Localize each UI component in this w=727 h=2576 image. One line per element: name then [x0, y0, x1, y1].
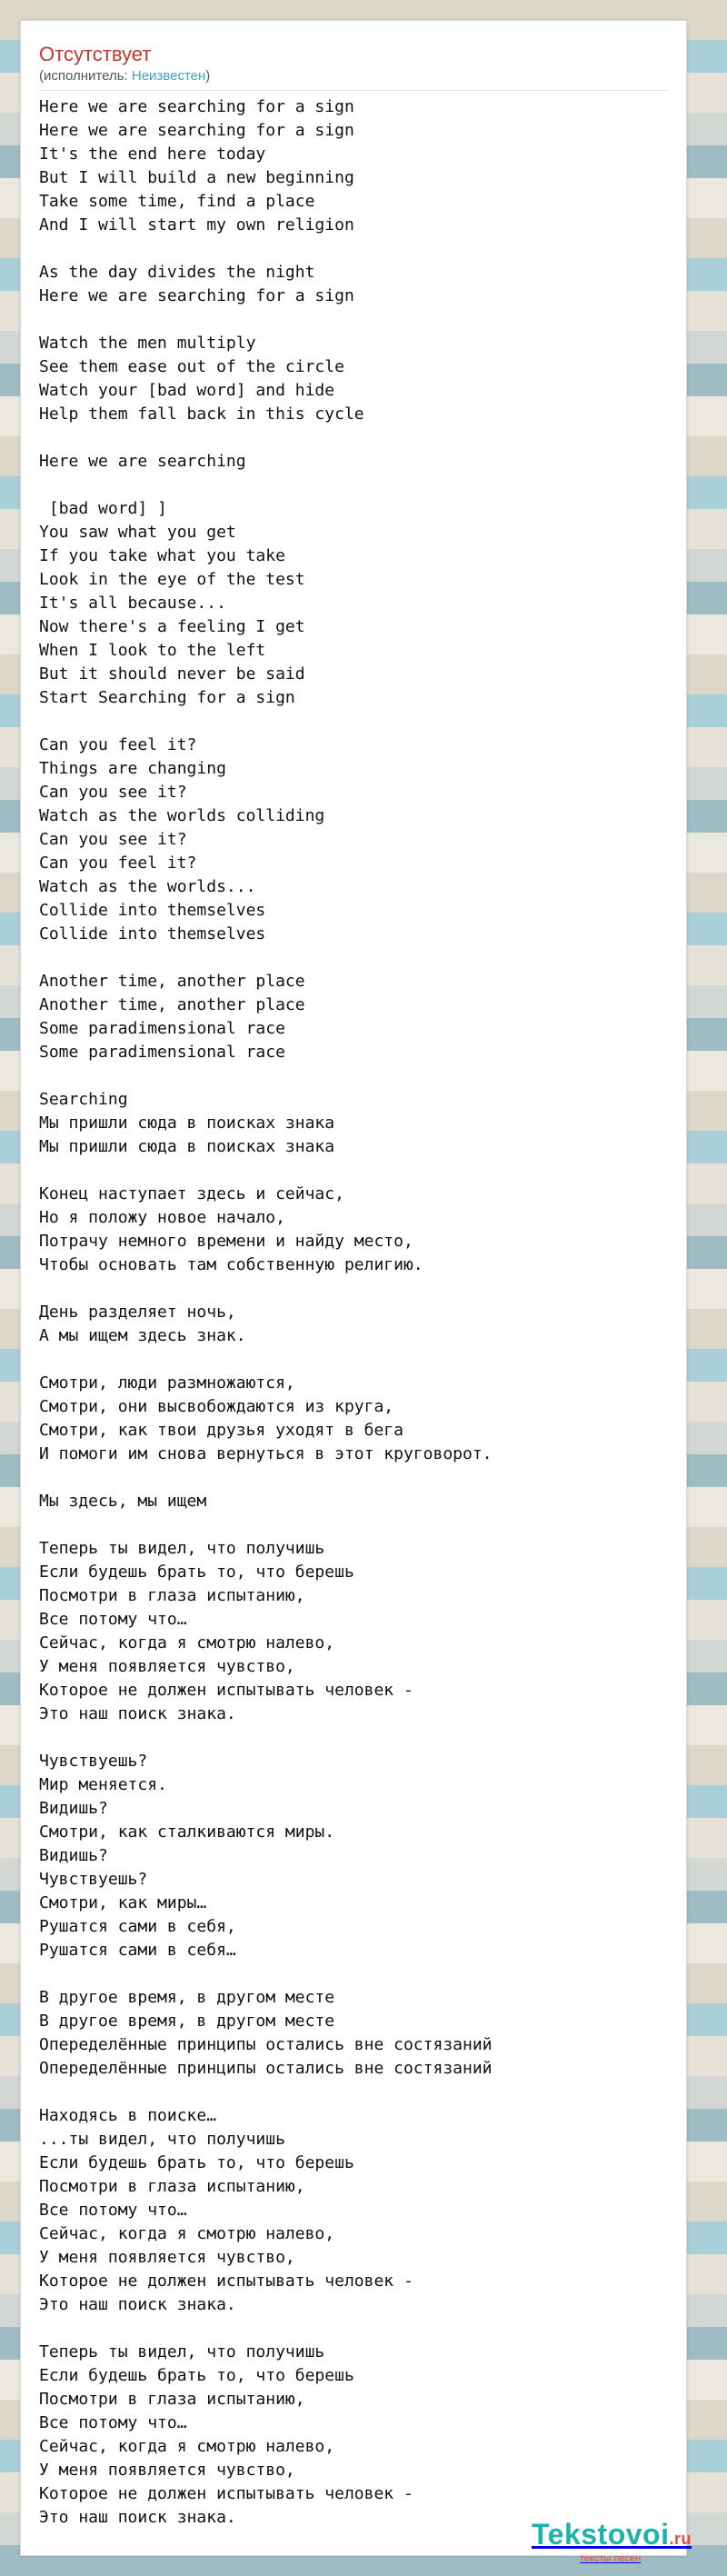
lyric-line: У меня появляется чувство,	[39, 2248, 295, 2267]
logo-suffix: .ru	[669, 2530, 692, 2548]
lyric-line: Мы пришли сюда в поисках знака	[39, 1137, 335, 1156]
lyric-line: Some paradimensional race	[39, 1019, 285, 1038]
lyric-line: Another time, another place	[39, 995, 305, 1014]
lyric-line: Watch the men multiply	[39, 334, 256, 353]
lyric-line: Watch as the worlds...	[39, 877, 256, 896]
lyric-line: Start Searching for a sign	[39, 688, 295, 707]
lyric-line: В другое время, в другом месте	[39, 2012, 335, 2031]
lyric-line: Смотри, как сталкиваются миры.	[39, 1822, 335, 1842]
lyric-line: Это наш поиск знака.	[39, 1704, 236, 1723]
lyric-line: Мир меняется.	[39, 1775, 167, 1794]
lyric-line: Чтобы основать там собственную религию.	[39, 1255, 423, 1274]
artist-line	[39, 68, 210, 85]
lyric-line: Опеределённые принципы остались вне состязаний	[39, 2035, 493, 2054]
lyric-line: Take some time, find a place	[39, 192, 315, 211]
artist-prefix: (исполнитель:	[39, 68, 132, 84]
lyric-line: Видишь?	[39, 1799, 108, 1818]
lyric-line: В другое время, в другом месте	[39, 1988, 335, 2007]
lyric-line: It's the end here today	[39, 145, 266, 164]
lyric-line: Can you feel it?	[39, 735, 197, 754]
lyric-line: Смотри, как миры…	[39, 1893, 207, 1912]
logo-tagline: тексты песен	[580, 2553, 642, 2564]
lyric-line: Которое не должен испытывать человек -	[39, 1681, 413, 1700]
lyric-line: Смотри, люди размножаются,	[39, 1373, 295, 1393]
lyric-line: Теперь ты видел, что получишь	[39, 2342, 325, 2361]
lyric-line: У меня появляется чувство,	[39, 2461, 295, 2480]
lyric-line: Мы пришли сюда в поисках знака	[39, 1113, 335, 1133]
header-divider	[39, 90, 668, 91]
artist-suffix: )	[205, 68, 211, 84]
lyric-line: Here we are searching for a sign	[39, 121, 354, 140]
lyric-line: Чувствуешь?	[39, 1752, 148, 1771]
lyric-line: А мы ищем здесь знак.	[39, 1326, 246, 1345]
logo-name: Tekstovoi	[531, 2518, 670, 2551]
lyric-line: Watch as the worlds colliding	[39, 806, 325, 825]
lyric-line: Все потому что…	[39, 2201, 187, 2220]
lyric-line: Another time, another place	[39, 972, 305, 991]
lyric-line: You saw what you get	[39, 523, 236, 542]
lyric-line: When I look to the left	[39, 641, 266, 660]
lyric-line: У меня появляется чувство,	[39, 1657, 295, 1676]
lyric-line: And I will start my own religion	[39, 215, 354, 235]
lyric-line: Опеределённые принципы остались вне состязаний	[39, 2059, 493, 2078]
lyric-line: Посмотри в глаза испытанию,	[39, 1586, 305, 1605]
lyric-line: Потрачу немного времени и найду место,	[39, 1232, 413, 1251]
lyric-line: Watch your [bad word] and hide	[39, 381, 335, 400]
lyric-line: Сейчас, когда я смотрю налево,	[39, 2437, 335, 2456]
lyric-line: Collide into themselves	[39, 901, 266, 920]
lyrics-text	[39, 95, 666, 2530]
lyric-line: Can you see it?	[39, 830, 187, 849]
lyric-line: Если будешь брать то, что берешь	[39, 2366, 354, 2385]
lyric-line: Рушатся сами в себя…	[39, 1941, 236, 1960]
lyric-line: Now there's a feeling I get	[39, 617, 305, 636]
lyric-line: ...ты видел, что получишь	[39, 2130, 285, 2149]
lyric-line: Here we are searching for a sign	[39, 97, 354, 116]
lyric-line: Look in the eye of the test	[39, 570, 305, 589]
lyric-line: But I will build a new beginning	[39, 168, 354, 187]
lyric-line: Мы здесь, мы ищем	[39, 1492, 207, 1511]
lyric-line: Can you see it?	[39, 783, 187, 802]
logo-wordmark	[516, 2518, 707, 2555]
lyric-line: If you take what you take	[39, 546, 285, 565]
lyric-line: Here we are searching for a sign	[39, 286, 354, 305]
lyric-line: Help them fall back in this cycle	[39, 404, 364, 424]
lyric-line: Все потому что…	[39, 1610, 187, 1629]
lyric-line: Смотри, как твои друзья уходят в бега	[39, 1421, 403, 1440]
lyric-line: Которое не должен испытывать человек -	[39, 2484, 413, 2503]
lyric-line: Которое не должен испытывать человек -	[39, 2271, 413, 2291]
lyric-line: Это наш поиск знака.	[39, 2508, 236, 2527]
lyric-line: День разделяет ночь,	[39, 1303, 236, 1322]
lyric-line: Сейчас, когда я смотрю налево,	[39, 2224, 335, 2243]
lyric-line: Посмотри в глаза испытанию,	[39, 2390, 305, 2409]
song-title: Отсутствует	[39, 43, 152, 65]
lyric-line: Чувствуешь?	[39, 1870, 148, 1889]
lyric-line: Но я положу новое начало,	[39, 1208, 285, 1227]
lyric-line: Things are changing	[39, 759, 226, 778]
lyric-line: Конец наступает здесь и сейчас,	[39, 1184, 344, 1203]
lyric-line: But it should never be said	[39, 664, 305, 684]
lyric-line: Searching	[39, 1090, 128, 1109]
lyrics-sheet	[20, 20, 687, 2556]
lyric-line: Если будешь брать то, что берешь	[39, 1563, 354, 1582]
lyric-line: Сейчас, когда я смотрю налево,	[39, 1633, 335, 1652]
lyric-line: Это наш поиск знака.	[39, 2295, 236, 2314]
lyric-line: Теперь ты видел, что получишь	[39, 1539, 325, 1558]
lyric-line: Some paradimensional race	[39, 1043, 285, 1062]
artist-link[interactable]: Неизвестен	[131, 68, 206, 84]
site-logo[interactable]	[516, 2518, 707, 2569]
lyric-line: Посмотри в глаза испытанию,	[39, 2177, 305, 2196]
lyric-line: Смотри, они высвобождаются из круга,	[39, 1397, 394, 1416]
lyric-line: И помоги им снова вернуться в этот круговорот.	[39, 1444, 493, 1463]
lyric-line: Все потому что…	[39, 2413, 187, 2432]
lyric-line: Can you feel it?	[39, 854, 197, 873]
lyric-line: It's all because...	[39, 594, 226, 613]
lyric-line: Если будешь брать то, что берешь	[39, 2153, 354, 2172]
lyric-line: Collide into themselves	[39, 924, 266, 944]
lyric-line: As the day divides the night	[39, 263, 315, 282]
lyric-line: Видишь?	[39, 1846, 108, 1865]
lyric-line: See them ease out of the circle	[39, 357, 344, 376]
lyric-line: Рушатся сами в себя,	[39, 1917, 236, 1936]
lyric-line: Here we are searching	[39, 452, 246, 471]
lyric-line: [bad word] ]	[39, 499, 167, 518]
lyric-line: Находясь в поиске…	[39, 2106, 217, 2125]
